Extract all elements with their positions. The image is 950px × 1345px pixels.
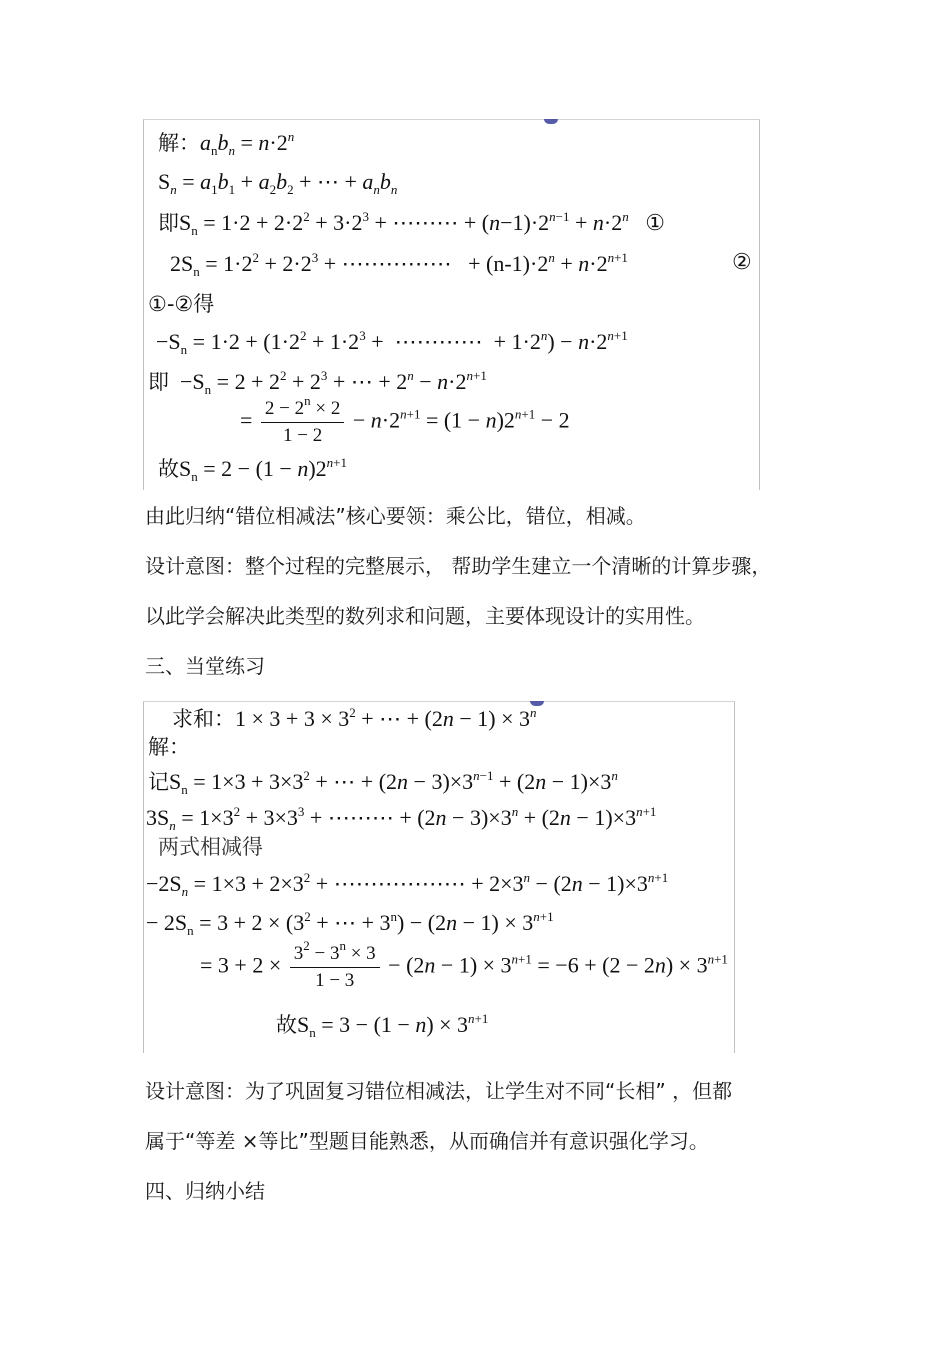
math-line-3: 即$S_n = 1\cdot 2 + 2\cdot 2^2 + 3\cdot 2^3$ + ⋯⋯⋯ + $(n-1)\cdot 2^{n-1} + n\cdot 2^n$ ① bbox=[158, 209, 665, 238]
math-line-7: 即 $-S_n = 2 + 2^2 + 2^3$ + ⋯ + $2^n - n\cdot 2^{n+1}$ bbox=[148, 368, 487, 397]
design-intent-1: 设计意图：整个过程的完整展示， 帮助学生建立一个清晰的计算步骤， bbox=[145, 554, 772, 578]
practice-line-4: $3S_n = 1\times 3^2 + 3\times 3^3$ + ⋯⋯⋯ + $(2n - 3)\times 3^n + (2n - 1)\times 3^{n+1}$ bbox=[146, 804, 657, 833]
solution-image-1 bbox=[143, 119, 760, 490]
solution-image-2 bbox=[143, 701, 735, 1053]
math-line-9: 故$S_n = 2 - (1 - n)2^{n+1}$ bbox=[158, 455, 347, 484]
practice-line-9: 故$S_n = 3 - (1 - n) \times 3^{n+1}$ bbox=[276, 1011, 489, 1040]
math-line-4: $2S_n = 1\cdot 2^2 + 2\cdot 2^3$ + ⋯⋯⋯⋯⋯ + $(n-1)\cdot 2^n + n\cdot 2^{n+1}$ bbox=[170, 250, 628, 279]
practice-line-8: = 3 + 2 × $\frac{3^2 - 3^n \times 3}{1 - 3}$ − $(2n - 1) \times 3^{n+1} = -6 + (2 - 2n) \times 3^{n+1}$ bbox=[200, 938, 728, 991]
math-line-1: 解：$a_nb_n = n\cdot 2^n$ bbox=[158, 129, 295, 158]
practice-line-7: − $2S_n = 3 + 2 \times (3^2$ + ⋯ + $3^n) - (2n - 1) \times 3^{n+1}$ bbox=[146, 909, 554, 938]
math-line-5: ①-②得 bbox=[148, 292, 215, 316]
summary-text: 由此归纳“错位相减法”核心要领：乘公比，错位，相减。 bbox=[145, 504, 646, 528]
circle-number-2: ② bbox=[732, 249, 752, 274]
design-intent-1-cont: 以此学会解决此类型的数列求和问题，主要体现设计的实用性。 bbox=[145, 604, 705, 628]
design-intent-2-cont: 属于“等差 ×等比”型题目能熟悉，从而确信并有意识强化学习。 bbox=[145, 1129, 709, 1153]
practice-line-2: 解： bbox=[148, 735, 190, 759]
practice-line-1: 求和：$1 \times 3 + 3 \times 3^2$ + ⋯ + $(2n - 1) \times 3^n$ bbox=[172, 705, 537, 731]
design-intent-2: 设计意图：为了巩固复习错位相减法，让学生对不同“长相” ，但都 bbox=[145, 1079, 733, 1103]
math-line-8: = $\frac{2 - 2^n \times 2}{1 - 2}$ − $n\cdot 2^{n+1} = (1 - n)2^{n+1} - 2$ bbox=[240, 393, 570, 446]
math-line-6: $-S_n = 1\cdot 2 + (1\cdot 2^2 + 1\cdot 2^3$ + ⋯⋯⋯⋯ + $1\cdot 2^n) - n\cdot 2^{n+1}$ bbox=[156, 328, 628, 357]
section-heading-3: 三、当堂练习 bbox=[145, 654, 265, 678]
practice-line-6: $-2S_n = 1\times 3 + 2\times 3^2$ + ⋯⋯⋯⋯⋯⋯ + $2\times 3^n - (2n - 1)\times 3^{n+1}$ bbox=[146, 870, 669, 899]
section-heading-4: 四、归纳小结 bbox=[145, 1179, 265, 1203]
ink-mark bbox=[544, 119, 558, 124]
practice-line-3: 记$S_n = 1\times 3 + 3\times 3^2$ + ⋯ + $(2n - 3)\times 3^{n-1} + (2n - 1)\times 3^n$ bbox=[148, 768, 618, 797]
math-line-2: $S_n = a_1b_1 + a_2b_2$ + ⋯ + $a_nb_n$ bbox=[158, 169, 398, 197]
practice-line-5: 两式相减得 bbox=[158, 835, 263, 859]
